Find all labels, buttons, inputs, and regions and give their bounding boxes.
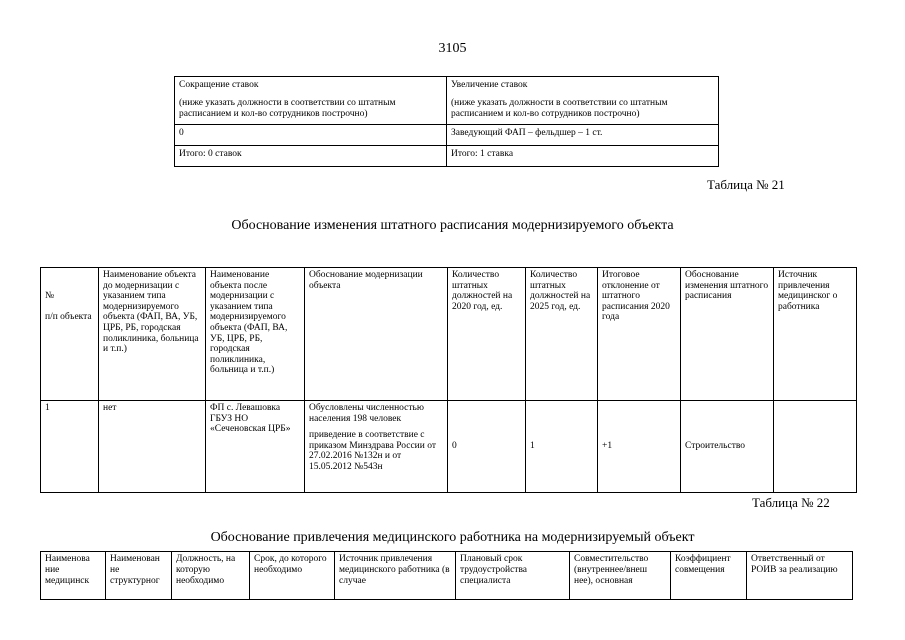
staff-change-table (174, 76, 719, 167)
table-cell: 1 (41, 401, 99, 493)
justification-text: Обусловлены численностью населения 198 человек (309, 403, 424, 424)
header-title: Увеличение ставок (451, 80, 528, 90)
table-21 (40, 267, 857, 493)
table-caption: Таблица № 21 (707, 177, 785, 192)
table-header-cell: Должность, на которую необходимо (172, 552, 250, 600)
table-cell: Источник привлечения медицинског о работника (774, 268, 857, 401)
table-cell (41, 268, 99, 401)
table-row (41, 401, 857, 493)
table-cell: Обоснование модернизации объекта (305, 268, 448, 401)
table-cell: нет (99, 401, 206, 493)
table-cell: 0 (448, 401, 526, 493)
header-title: Сокращение ставок (179, 80, 259, 90)
table-row (41, 552, 853, 600)
table-row (41, 268, 857, 401)
table-cell (774, 401, 857, 493)
table-row (175, 124, 719, 145)
table-cell: +1 (598, 401, 681, 493)
table-cell: Итого: 0 ставок (175, 145, 447, 166)
table-header-cell: Плановый срок трудоустройства специалиста (456, 552, 570, 600)
table-cell: Итоговое отклонение от штатного расписания 2020 года (598, 268, 681, 401)
table-caption: Таблица № 22 (752, 495, 830, 510)
table-cell (447, 77, 719, 125)
header-note: (ниже указать должности в соответствии со штатным расписанием и кол-во сотрудников построчно) (451, 97, 668, 119)
table-row (175, 77, 719, 125)
table-header-cell: Коэффициент совмещения (671, 552, 747, 600)
table-cell: Количество штатных должностей на 2020 год, ед. (448, 268, 526, 401)
table-header-cell: Наименован не структурног (106, 552, 172, 600)
page-number: 3105 (438, 41, 467, 56)
table-cell: Наименование объекта после модернизации с указанием типа модернизируемого объекта (ФАП, ВА, УБ, ЦРБ, РБ, городская поликлиника, больница и т.п.) (206, 268, 305, 401)
table-cell: Наименование объекта до модернизации с указанием типа модернизируемого объекта (ФАП, ВА, УБ, ЦРБ, РБ, городская поликлиника, больница и т.п.) (99, 268, 206, 401)
table-cell: Количество штатных должностей на 2025 год, ед. (526, 268, 598, 401)
table-header-cell: Совместительство (внутреннее/внеш нее), основная (570, 552, 671, 600)
table-cell: Обоснование изменения штатного расписания (681, 268, 774, 401)
table-cell: Заведующий ФАП – фельдшер – 1 ст. (447, 124, 719, 145)
table-header-cell: Наименова ние медицинск (41, 552, 106, 600)
table-cell: ФП с. Левашовка ГБУЗ НО «Сеченовская ЦРБ» (206, 401, 305, 493)
table-header-cell: Ответственный от РОИВ за реализацию (747, 552, 853, 600)
table-title: Обоснование изменения штатного расписания модернизируемого объекта (231, 218, 674, 233)
table-cell: 1 (526, 401, 598, 493)
table-cell (305, 401, 448, 493)
table-row (175, 145, 719, 166)
justification-text: приведение в соответствие с приказом Минздрава России от 27.02.2016 №132н и от 15.05.2012 №543н (309, 430, 436, 472)
table-header-cell: Срок, до которого необходимо (250, 552, 335, 600)
num-subheader: п/п объекта (45, 311, 92, 322)
table-cell: Строительство (681, 401, 774, 493)
num-header: № (45, 291, 55, 301)
table-22 (40, 551, 853, 600)
table-header-cell: Источник привлечения медицинского работника (в случае (335, 552, 456, 600)
table-title: Обоснование привлечения медицинского работника на модернизируемый объект (210, 530, 695, 545)
table-cell: Итого: 1 ставка (447, 145, 719, 166)
header-note: (ниже указать должности в соответствии со штатным расписанием и кол-во сотрудников построчно) (179, 97, 396, 119)
table-cell: 0 (175, 124, 447, 145)
table-cell (175, 77, 447, 125)
